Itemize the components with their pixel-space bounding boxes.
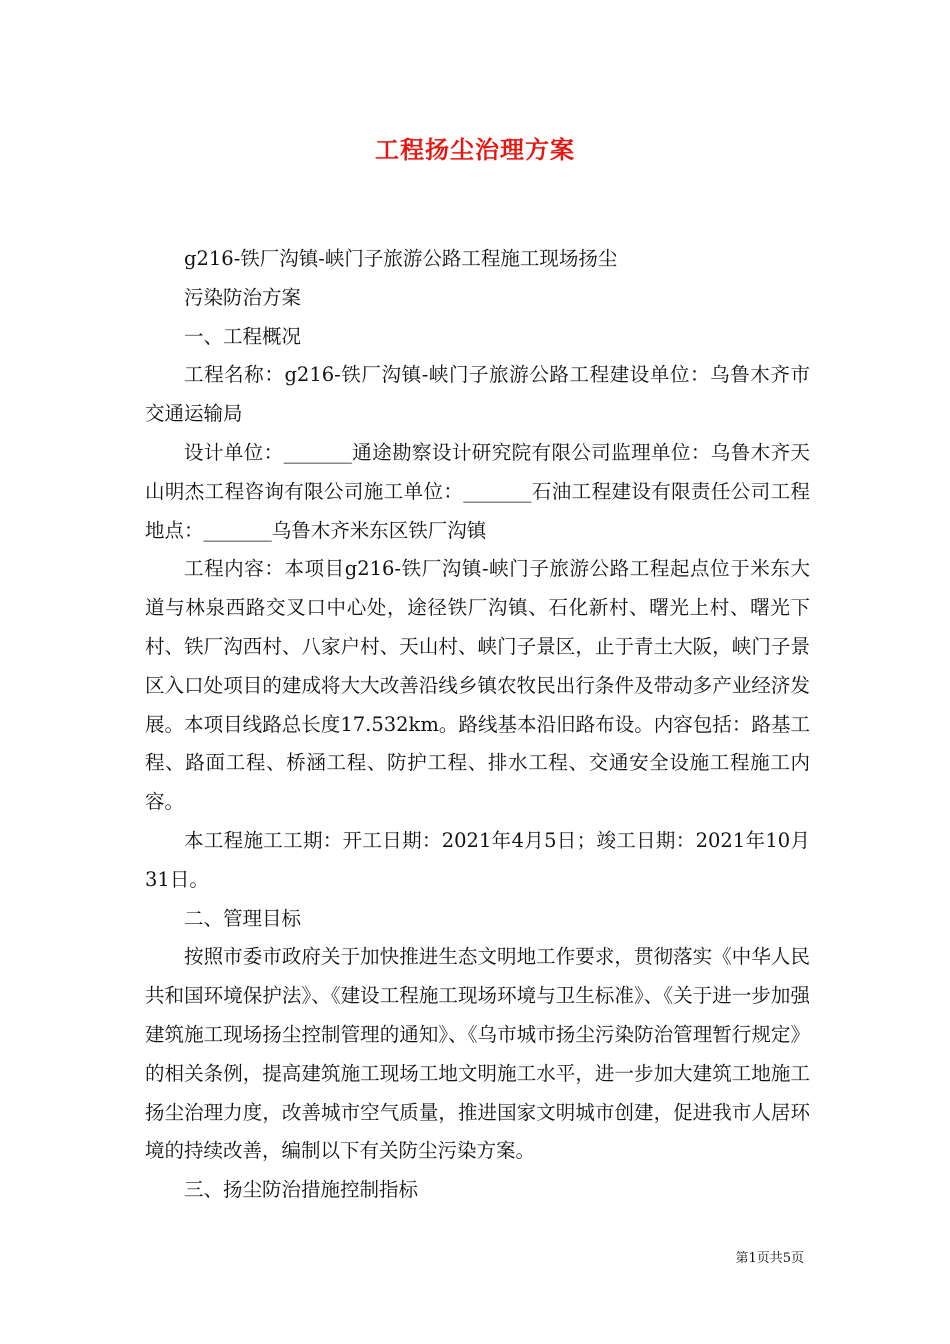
section-heading-overview: 一、工程概况	[184, 324, 302, 348]
section-heading-indicators: 三、扬尘防治措施控制指标	[184, 1178, 419, 1202]
document-title: 工程扬尘治理方案	[375, 135, 575, 164]
document-body	[145, 240, 810, 1210]
paragraph-project-name: 工程名称：g216-铁厂沟镇-峡门子旅游公路工程建设单位：乌鲁木齐市交通运输局	[145, 363, 810, 426]
paragraph-schedule: 本工程施工工期：开工日期：2021年4月5日；竣工日期：2021年10月31日。	[145, 828, 810, 891]
paragraph-units: 设计单位：_______通途勘察设计研究院有限公司监理单位：乌鲁木齐天山明杰工程咨询有限公司施工单位：_______石油工程建设有限责任公司工程地点：_______乌鲁木齐米东区铁厂沟镇	[145, 440, 810, 542]
paragraph-subtitle-line1: g216-铁厂沟镇-峡门子旅游公路工程施工现场扬尘	[184, 247, 618, 270]
section-heading-goals: 二、管理目标	[184, 906, 302, 930]
paragraph-goals: 按照市委市政府关于加快推进生态文明地工作要求，贯彻落实《中华人民共和国环境保护法》、《建设工程施工现场环境与卫生标准》、《关于进一步加强建筑施工现场扬尘控制管理的通知》、《乌市城市扬尘污染防治管理暂行规定》的相关条例，提高建筑施工现场工地文明施工水平，进一步加大建筑工地施工扬尘治理力度，改善城市空气质量，推进国家文明城市创建，促进我市人居环境的持续改善，编制以下有关防尘污染方案。	[145, 945, 810, 1163]
paragraph-project-content: 工程内容：本项目g216-铁厂沟镇-峡门子旅游公路工程起点位于米东大道与林泉西路交叉口中心处，途径铁厂沟镇、石化新村、曙光上村、曙光下村、铁厂沟西村、八家户村、天山村、峡门子景区，止于青土大阪，峡门子景区入口处项目的建成将大大改善沿线乡镇农牧民出行条件及带动多产业经济发展。本项目线路总长度17.532km。路线基本沿旧路布设。内容包括：路基工程、路面工程、桥涵工程、防护工程、排水工程、交通安全设施工程施工内容。	[145, 557, 810, 814]
paragraph-subtitle-line2: 污染防治方案	[184, 285, 302, 309]
page-number-footer: 第1页共5页	[735, 1251, 804, 1266]
